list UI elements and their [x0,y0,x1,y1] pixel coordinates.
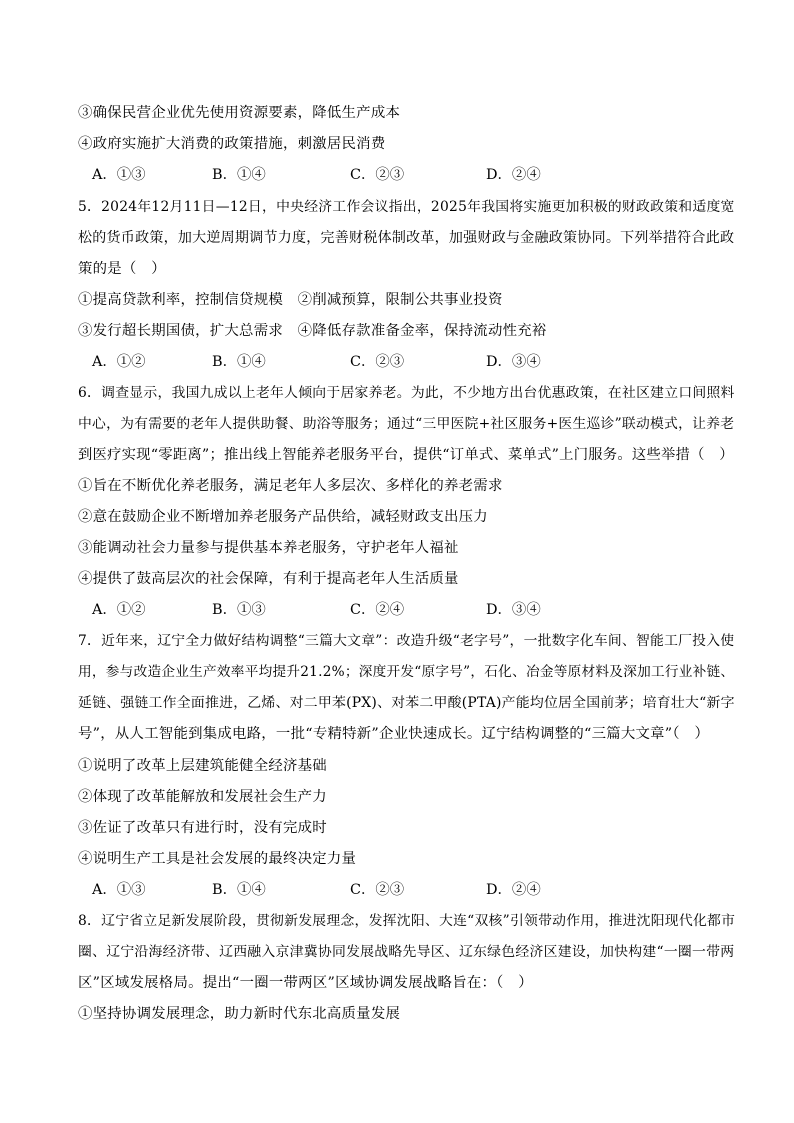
text-line: ①坚持协调发展理念，助力新时代东北高质量发展 [78,1006,401,1022]
text-line: ①说明了改革上层建筑能健全经济基础 [78,758,327,774]
text-line: 中心，为有需要的老年人提供助餐、助浴等服务；通过“三甲医院+社区服务+医生巡诊”联动模式，让养老 [78,416,735,432]
option-c: C．②③ [350,882,405,898]
text-line: 号”，从人工智能到集成电路，一批“专精特新”企业快速成长。辽宁结构调整的“三篇大文章”（ ） [78,726,710,742]
option-b: B．①④ [212,167,266,183]
text-line: 策的是（ ） [78,261,166,277]
question-8-text: 8．辽宁省立足新发展阶段，贯彻新发展理念，发挥沈阳、大连“双核”引领带动作用，推进沈阳现代化都市 [78,913,736,929]
text-line: ③佐证了改革只有进行时，没有完成时 [78,820,327,836]
text-line: 到医疗实现“零距离”；推出线上智能养老服务平台，提供“订单式、菜单式”上门服务。这些举措（ ） [78,447,734,463]
text-line: 松的货币政策，加大逆周期调节力度，完善财税体制改革，加强财政与金融政策协同。下列举措符合此政 [78,230,735,246]
text-line: ③确保民营企业优先使用资源要素，降低生产成本 [78,105,401,121]
text-line: ③发行超长期国债，扩大总需求 ④降低存款准备金率，保持流动性充裕 [78,323,547,339]
option-a: A．①③ [92,882,146,898]
option-c: C．②③ [350,167,405,183]
option-d: D．③④ [486,602,541,618]
text-line: ④说明生产工具是社会发展的最终决定力量 [78,851,357,867]
option-a: A．①② [92,354,146,370]
text-line: 区”区域发展格局。提出“一圈一带两区”区域协调发展战略旨在：（ ） [78,975,533,991]
text-line: ④政府实施扩大消费的政策措施，刺激居民消费 [78,136,386,152]
question-6-text: 6．调查显示，我国九成以上老年人倾向于居家养老。为此，不少地方出台优惠政策，在社区建立口间照料 [78,385,735,401]
question-7-text: 7．近年来，辽宁全力做好结构调整“三篇大文章”：改造升级“老字号”，一批数字化车间、智能工厂投入使 [78,633,735,649]
option-d: D．②④ [486,167,541,183]
text-line: 圈、辽宁沿海经济带、辽西融入京津冀协同发展战略先导区、辽东绿色经济区建设，加快构建“一圈一带两 [78,944,735,960]
option-b: B．①④ [212,882,266,898]
option-a: A．①② [92,602,146,618]
option-c: C．②④ [350,602,405,618]
text-line: ②体现了改革能解放和发展社会生产力 [78,789,327,805]
option-d: D．②④ [486,882,541,898]
option-b: B．①④ [212,354,266,370]
text-line: ①旨在不断优化养老服务，满足老年人多层次、多样化的养老需求 [78,478,503,494]
option-b: B．①③ [212,602,266,618]
text-line: ②意在鼓励企业不断增加养老服务产品供给，减轻财政支出压力 [78,509,488,525]
text-line: 延链、强链工作全面推进，乙烯、对二甲苯(PX)、对苯二甲酸(PTA)产能均位居全国前茅；培育壮大“新字 [78,695,735,711]
option-a: A．①③ [92,167,146,183]
text-line: ④提供了鼓高层次的社会保障，有利于提高老年人生活质量 [78,571,459,587]
option-d: D．③④ [486,354,541,370]
text-line: 用，参与改造企业生产效率平均提升21.2%；深度开发“原字号”，石化、冶金等原材料及深加工行业补链、 [78,664,735,680]
text-line: ①提高贷款利率，控制信贷规模 ②削减预算，限制公共事业投资 [78,292,503,308]
text-line: ③能调动社会力量参与提供基本养老服务，守护老年人福祉 [78,540,459,556]
option-c: C．②③ [350,354,405,370]
question-5-text: 5．2024年12月11日—12日，中央经济工作会议指出，2025年我国将实施更加积极的财政政策和适度宽 [78,199,735,215]
